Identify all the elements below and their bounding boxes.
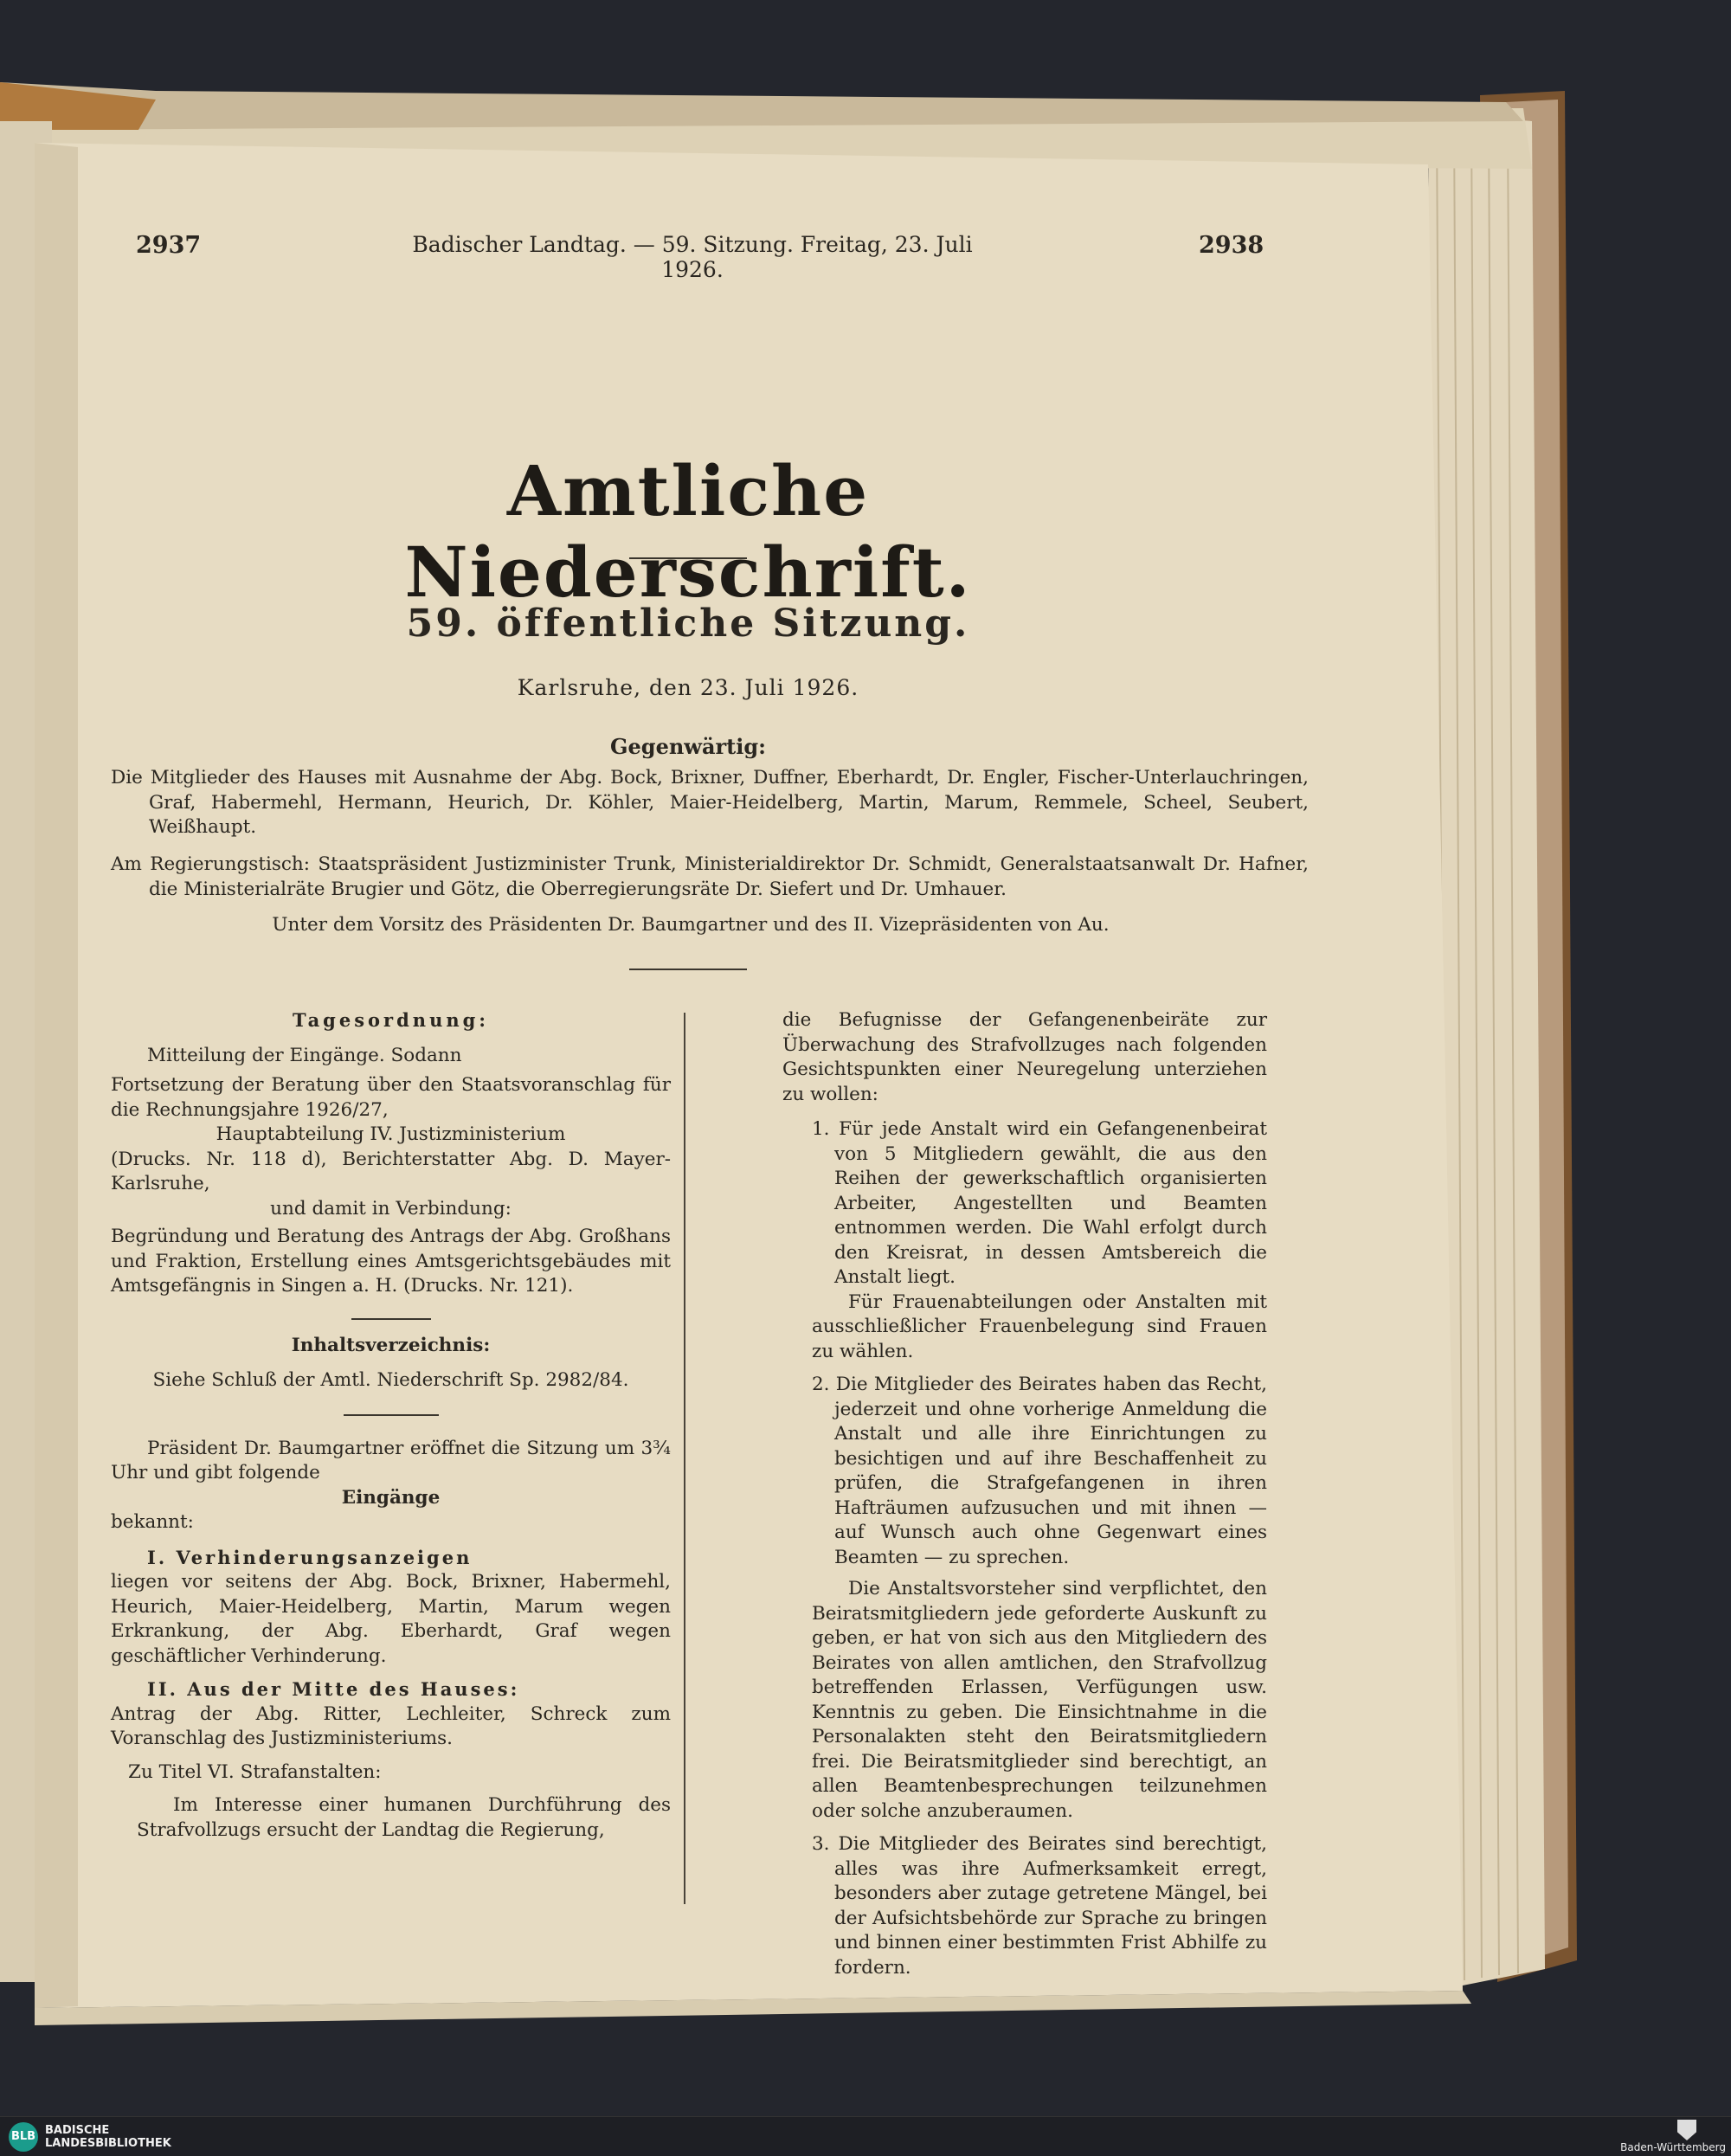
section-heading: II. Aus der Mitte des Hauses:: [147, 1678, 520, 1700]
attendance-chair: Unter dem Vorsitz des Präsidenten Dr. Baumgartner und des II. Vizepräsidenten von Au.: [272, 914, 1110, 936]
library-footer: [0, 2116, 1731, 2156]
divider-rule: [344, 1414, 439, 1416]
attendance-heading: Gegenwärtig:: [610, 734, 766, 759]
bekannt-text: bekannt:: [111, 1511, 194, 1533]
list-item: 1. Für jede Anstalt wird ein Gefangenenbeirat von 5 Mitgliedern gewählt, die aus den Reihen der gewerkschaftlich organisierten Arbeiter, Angestellten und Beamten entnommen werden. Die Wahl erfolgt durch den Kreisrat, in dessen Amtsbereich die Anstalt liegt.: [812, 1118, 1267, 1288]
right-column: [782, 1008, 1267, 1980]
list-item-continued: Für Frauenabteilungen oder Anstalten mit ausschließlicher Frauenbelegung sind Frauen zu wählen.: [812, 1290, 1267, 1362]
attendance-members: Die Mitglieder des Hauses mit Ausnahme der Abg. Bock, Brixner, Duffner, Eberhardt, Dr. Engler, Fischer-Unterlauchringen, Graf, Habermehl, Hermann, Heurich, Dr. Köhler, Maier-Heidelberg, Martin, Marum, Remmele, Scheel, Seubert, Weißhaupt.: [111, 767, 1309, 838]
agenda-item: (Drucks. Nr. 118 d), Berichterstatter Abg. D. Mayer-Karlsruhe,: [111, 1148, 671, 1194]
list-item: 3. Die Mitglieder des Beirates sind berechtigt, alles was ihre Aufmerksamkeit erregt, besonders aber zutage getretene Mängel, bei der Aufsichtsbehörde zur Sprache zu bringen und binnen einer bestimmten Frist Abhilfe zu fordern.: [812, 1833, 1267, 1979]
left-column: [111, 1008, 671, 1843]
document-title: Amtliche Niederschrift.: [404, 450, 972, 613]
crest-icon: [1677, 2120, 1696, 2140]
column-divider: [684, 1013, 685, 1904]
page-number-right: 2938: [1199, 232, 1264, 259]
agenda-item: Fortsetzung der Beratung über den Staatsvoranschlag für die Rechnungsjahre 1926/27,: [111, 1074, 671, 1121]
section-rule: [629, 969, 747, 970]
library-name: [45, 2124, 171, 2150]
agenda-item: Hauptabteilung IV. Justizministerium: [216, 1123, 566, 1145]
divider-rule: [351, 1318, 431, 1320]
section-text: liegen vor seitens der Abg. Bock, Brixner, Habermehl, Heurich, Maier-Heidelberg, Martin, Marum wegen Erkrankung, der Abg. Eberhardt, Graf wegen geschäftlicher Verhinderung.: [111, 1571, 671, 1667]
agenda-item: Begründung und Beratung des Antrags der Abg. Großhans und Fraktion, Erstellung eines Amtsgerichtsgebäudes mit Amtsgefängnis in Singen a. H. (Drucks. Nr. 121).: [111, 1226, 671, 1297]
agenda-item: und damit in Verbindung:: [270, 1197, 512, 1220]
place-date: Karlsruhe, den 23. Juli 1926.: [517, 675, 859, 700]
list-item-continued: Die Anstaltsvorsteher sind verpflichtet, den Beiratsmitgliedern jede geforderte Auskunft zu geben, er hat von sich aus den Mitgliedern des Beirates von allen amtlichen, den Strafvollzug betreffenden Erlassen, Verfügungen usw. Kenntnis zu geben. Die Einsichtnahme in die Personalakten steht den Beiratsmitgliedern frei. Die Beiratsmitglieder sind berechtigt, an allen Beamtenbesprechungen teilzunehmen oder solche anzuberaumen.: [812, 1578, 1267, 1822]
page-number-left: 2937: [136, 232, 202, 259]
section-heading: I. Verhinderungsanzeigen: [147, 1546, 473, 1568]
library-line1: BADISCHE: [45, 2124, 110, 2137]
library-line2: LANDESBIBLIOTHEK: [45, 2137, 171, 2150]
eingaenge-heading: Eingänge: [341, 1486, 441, 1509]
title-vi: Zu Titel VI. Strafanstalten:: [128, 1760, 382, 1783]
opening-text: Präsident Dr. Baumgartner eröffnet die Sitzung um 3¾ Uhr und gibt folgende: [111, 1437, 671, 1483]
interest-text: Im Interesse einer humanen Durchführung des Strafvollzugs ersucht der Landtag die Regierung,: [137, 1794, 671, 1841]
section-text: Antrag der Abg. Ritter, Lechleiter, Schreck zum Voranschlag des Justizministeriums.: [111, 1702, 671, 1749]
contents-heading: Inhaltsverzeichnis:: [291, 1334, 491, 1356]
blb-logo[interactable]: BLB: [9, 2122, 38, 2152]
list-item: 2. Die Mitglieder des Beirates haben das Recht, jederzeit und ohne vorherige Anmeldung die Anstalt und alle ihre Einrichtungen zu besichtigen und auf ihre Beschaffenheit zu prüfen, die Strafgefangenen in ihren Hafträumen aufzusuchen und mit ihnen — auf Wunsch auch ohne Gegenwart eines Beamten — zu sprechen.: [812, 1374, 1267, 1568]
running-title: Badischer Landtag. — 59. Sitzung. Freitag, 23. Juli 1926.: [412, 232, 973, 282]
agenda-item: Mitteilung der Eingänge. Sodann: [147, 1044, 462, 1066]
intro-text: die Befugnisse der Gefangenenbeiräte zur Überwachung des Strafvollzuges nach folgenden Gesichtspunkten einer Neuregelung unterziehen zu wollen:: [782, 1009, 1267, 1105]
title-rule: [629, 557, 747, 559]
attendance-government: Am Regierungstisch: Staatspräsident Justizminister Trunk, Ministerialdirektor Dr. Schmidt, Generalstaatsanwalt Dr. Hafner, die Ministerialräte Brugier und Götz, die Oberregierungsräte Dr. Siefert und Dr. Umhauer.: [111, 853, 1309, 900]
state-label: Baden-Württemberg: [1620, 2141, 1726, 2153]
agenda-heading: Tagesordnung:: [292, 1009, 490, 1031]
session-heading: 59. öffentliche Sitzung.: [406, 602, 970, 646]
contents-text: Siehe Schluß der Amtl. Niederschrift Sp. 2982/84.: [152, 1369, 629, 1391]
